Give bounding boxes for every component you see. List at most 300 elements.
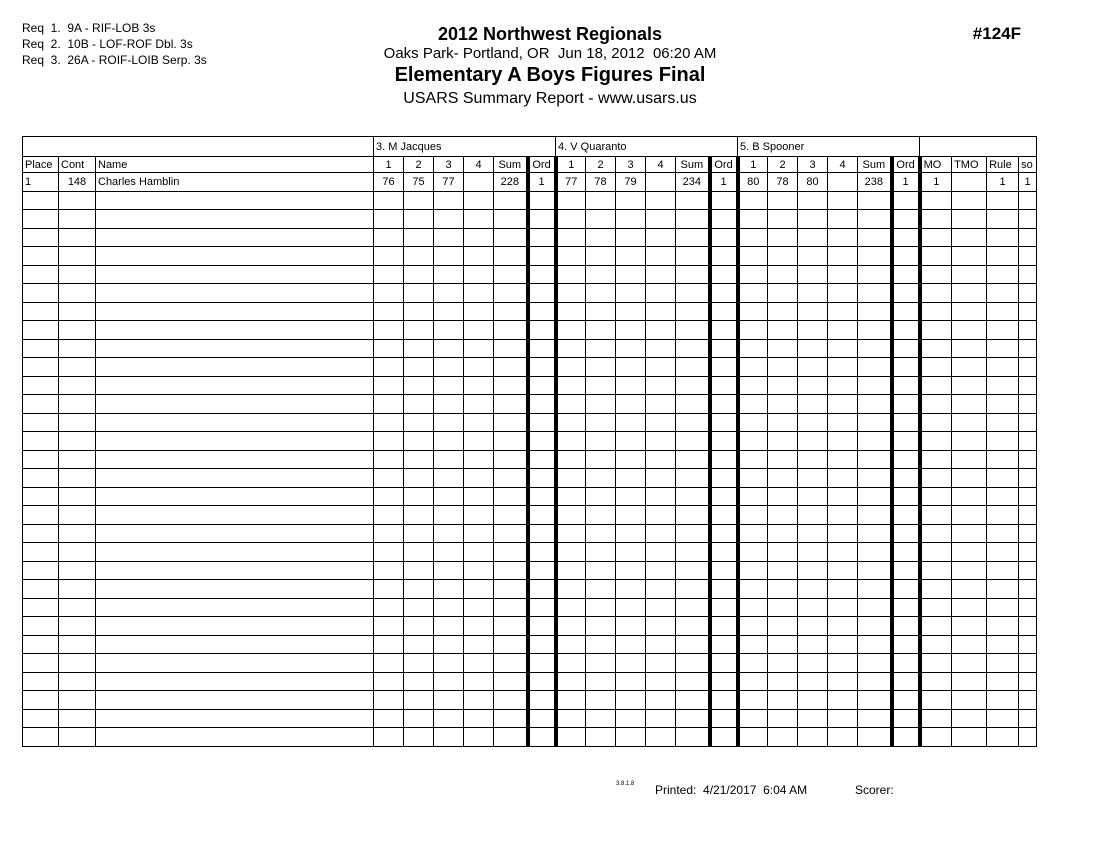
ord-cell-judge1	[528, 598, 556, 617]
tmo-cell	[952, 469, 987, 488]
score-cell-judge2-4	[646, 358, 676, 377]
score-cell-judge3-3	[798, 709, 828, 728]
score-cell-judge1-3	[434, 413, 464, 432]
score-cell-judge3-4	[828, 339, 858, 358]
sum-cell-judge1	[494, 580, 528, 599]
sum-cell-judge2	[676, 635, 710, 654]
mo-cell	[920, 487, 952, 506]
sum-cell-judge3	[858, 265, 892, 284]
score-cell-judge2-2	[586, 672, 616, 691]
score-cell-judge2-2	[586, 395, 616, 414]
score-cell-judge2-3	[616, 691, 646, 710]
ord-cell-judge3	[892, 450, 920, 469]
score-cell-judge3-1	[738, 487, 768, 506]
column-header-judge2-2: 2	[586, 157, 616, 173]
score-cell-judge1-1	[374, 709, 404, 728]
cont-cell	[59, 487, 96, 506]
score-cell-judge2-4	[646, 635, 676, 654]
empty-row	[23, 617, 1037, 636]
score-cell-judge3-1	[738, 561, 768, 580]
rule-cell	[987, 654, 1019, 673]
score-cell-judge3-3	[798, 432, 828, 451]
ord-cell-judge3	[892, 413, 920, 432]
mo-cell	[920, 210, 952, 229]
score-cell-judge2-4	[646, 191, 676, 210]
sum-cell-judge2	[676, 543, 710, 562]
name-cell	[96, 191, 374, 210]
score-cell-judge1-4	[464, 450, 494, 469]
column-header-tmo: TMO	[952, 157, 987, 173]
cont-cell	[59, 210, 96, 229]
rule-cell	[987, 672, 1019, 691]
tmo-cell	[952, 524, 987, 543]
score-cell-judge1-2	[404, 487, 434, 506]
score-cell-judge2-1	[556, 672, 586, 691]
ord-cell-judge1	[528, 672, 556, 691]
column-header-cont: Cont	[59, 157, 96, 173]
score-cell-judge1-1	[374, 469, 404, 488]
score-cell-judge1-3	[434, 469, 464, 488]
score-cell-judge1-1	[374, 228, 404, 247]
tmo-cell	[952, 672, 987, 691]
so-cell	[1019, 284, 1037, 303]
score-cell-judge1-4	[464, 691, 494, 710]
so-cell	[1019, 561, 1037, 580]
sum-cell-judge3	[858, 450, 892, 469]
sum-cell-judge1	[494, 672, 528, 691]
sum-cell-judge2	[676, 376, 710, 395]
score-cell-judge3-3	[798, 617, 828, 636]
rule-cell	[987, 728, 1019, 747]
mo-cell	[920, 284, 952, 303]
score-cell-judge1-2	[404, 561, 434, 580]
score-cell-judge2-2	[586, 358, 616, 377]
score-cell-judge3-4	[828, 728, 858, 747]
so-cell	[1019, 543, 1037, 562]
sum-cell-judge1	[494, 284, 528, 303]
mo-cell	[920, 376, 952, 395]
ord-cell-judge2	[710, 543, 738, 562]
ord-cell-judge2	[710, 524, 738, 543]
score-cell-judge3-3	[798, 543, 828, 562]
tmo-cell	[952, 580, 987, 599]
score-cell-judge1-1	[374, 487, 404, 506]
score-cell-judge3-2	[768, 228, 798, 247]
score-cell-judge1-2	[404, 654, 434, 673]
ord-cell-judge1: 1	[528, 173, 556, 192]
name-cell	[96, 376, 374, 395]
score-cell-judge2-4	[646, 173, 676, 192]
empty-row	[23, 210, 1037, 229]
cont-cell	[59, 321, 96, 340]
sum-cell-judge1	[494, 302, 528, 321]
place-cell	[23, 339, 59, 358]
score-cell-judge3-1	[738, 321, 768, 340]
ord-cell-judge1	[528, 524, 556, 543]
score-cell-judge3-3: 80	[798, 173, 828, 192]
tmo-cell	[952, 321, 987, 340]
score-cell-judge1-1	[374, 450, 404, 469]
score-cell-judge2-3	[616, 284, 646, 303]
score-cell-judge2-3	[616, 672, 646, 691]
ord-cell-judge3	[892, 561, 920, 580]
ord-cell-judge3	[892, 191, 920, 210]
score-cell-judge1-4	[464, 561, 494, 580]
score-cell-judge3-2	[768, 617, 798, 636]
score-cell-judge3-3	[798, 635, 828, 654]
score-cell-judge2-4	[646, 284, 676, 303]
so-cell	[1019, 395, 1037, 414]
score-cell-judge3-4	[828, 709, 858, 728]
rule-cell	[987, 450, 1019, 469]
score-cell-judge1-3	[434, 691, 464, 710]
empty-row	[23, 635, 1037, 654]
empty-row	[23, 487, 1037, 506]
ord-cell-judge1	[528, 210, 556, 229]
mo-cell	[920, 432, 952, 451]
score-cell-judge2-2	[586, 469, 616, 488]
sum-cell-judge2	[676, 358, 710, 377]
cont-cell	[59, 413, 96, 432]
score-cell-judge2-2	[586, 654, 616, 673]
score-cell-judge1-3	[434, 376, 464, 395]
ord-cell-judge2	[710, 413, 738, 432]
rule-cell	[987, 358, 1019, 377]
so-cell	[1019, 506, 1037, 525]
score-cell-judge3-2	[768, 672, 798, 691]
cont-cell	[59, 358, 96, 377]
score-cell-judge3-4	[828, 191, 858, 210]
score-cell-judge1-4	[464, 302, 494, 321]
place-cell	[23, 191, 59, 210]
score-cell-judge3-3	[798, 728, 828, 747]
sum-cell-judge1	[494, 506, 528, 525]
column-header-judge1-4: 4	[464, 157, 494, 173]
score-cell-judge2-1	[556, 654, 586, 673]
cont-cell	[59, 247, 96, 266]
rule-cell	[987, 228, 1019, 247]
cont-cell	[59, 654, 96, 673]
place-cell	[23, 580, 59, 599]
ord-cell-judge1	[528, 432, 556, 451]
sum-cell-judge2	[676, 450, 710, 469]
competition-title: 2012 Northwest Regionals	[437, 24, 663, 44]
sum-cell-judge3	[858, 191, 892, 210]
score-cell-judge3-4	[828, 432, 858, 451]
sum-cell-judge2	[676, 709, 710, 728]
empty-row	[23, 450, 1037, 469]
score-cell-judge2-3	[616, 395, 646, 414]
place-cell	[23, 358, 59, 377]
sum-cell-judge3	[858, 561, 892, 580]
place-cell	[23, 524, 59, 543]
sum-cell-judge2	[676, 617, 710, 636]
score-cell-judge3-3	[798, 691, 828, 710]
score-cell-judge3-3	[798, 450, 828, 469]
column-header-row	[23, 157, 1037, 173]
mo-cell	[920, 635, 952, 654]
sum-cell-judge3	[858, 580, 892, 599]
score-cell-judge1-1	[374, 635, 404, 654]
place-cell	[23, 672, 59, 691]
score-cell-judge3-2	[768, 339, 798, 358]
score-cell-judge1-1	[374, 524, 404, 543]
cont-cell	[59, 617, 96, 636]
score-cell-judge2-2	[586, 543, 616, 562]
place-cell	[23, 543, 59, 562]
score-cell-judge3-2	[768, 469, 798, 488]
empty-row	[23, 191, 1037, 210]
sum-cell-judge3	[858, 691, 892, 710]
ord-cell-judge2	[710, 302, 738, 321]
score-cell-judge2-3	[616, 321, 646, 340]
tmo-cell	[952, 228, 987, 247]
score-cell-judge2-4	[646, 321, 676, 340]
score-cell-judge2-4	[646, 265, 676, 284]
so-cell	[1019, 728, 1037, 747]
score-cell-judge3-2	[768, 413, 798, 432]
empty-row	[23, 358, 1037, 377]
name-cell	[96, 210, 374, 229]
mo-cell	[920, 524, 952, 543]
ord-cell-judge3	[892, 321, 920, 340]
score-cell-judge3-1	[738, 395, 768, 414]
score-cell-judge1-2	[404, 358, 434, 377]
ord-cell-judge2	[710, 672, 738, 691]
ord-cell-judge2	[710, 635, 738, 654]
score-cell-judge2-3	[616, 635, 646, 654]
column-header-judge2-3: 3	[616, 157, 646, 173]
score-cell-judge3-1	[738, 580, 768, 599]
so-cell	[1019, 247, 1037, 266]
sum-cell-judge1	[494, 191, 528, 210]
score-cell-judge2-1	[556, 191, 586, 210]
ord-cell-judge3	[892, 487, 920, 506]
ord-cell-judge2	[710, 580, 738, 599]
name-cell	[96, 580, 374, 599]
score-cell-judge3-1	[738, 432, 768, 451]
score-cell-judge2-2	[586, 191, 616, 210]
judge-name-header: 4. V Quaranto	[556, 137, 738, 157]
sum-cell-judge2	[676, 691, 710, 710]
score-cell-judge2-4	[646, 617, 676, 636]
sum-cell-judge3	[858, 672, 892, 691]
score-cell-judge2-1	[556, 487, 586, 506]
score-cell-judge2-3	[616, 580, 646, 599]
score-cell-judge2-1	[556, 358, 586, 377]
ord-cell-judge3	[892, 358, 920, 377]
column-header-judge3-ord: Ord	[892, 157, 920, 173]
judge-row-spacer-right	[920, 137, 1037, 157]
score-cell-judge1-4	[464, 432, 494, 451]
so-cell	[1019, 672, 1037, 691]
rule-cell	[987, 487, 1019, 506]
name-cell: Charles Hamblin	[96, 173, 374, 192]
sum-cell-judge1	[494, 432, 528, 451]
score-cell-judge2-2	[586, 302, 616, 321]
score-cell-judge3-2	[768, 376, 798, 395]
score-cell-judge2-3	[616, 524, 646, 543]
rule-cell	[987, 598, 1019, 617]
score-cell-judge1-2	[404, 469, 434, 488]
empty-row	[23, 469, 1037, 488]
column-header-rule: Rule	[987, 157, 1019, 173]
score-cell-judge1-1	[374, 728, 404, 747]
so-cell	[1019, 376, 1037, 395]
score-cell-judge1-2	[404, 321, 434, 340]
score-cell-judge3-4	[828, 598, 858, 617]
score-cell-judge1-2	[404, 284, 434, 303]
score-cell-judge2-3	[616, 191, 646, 210]
score-cell-judge2-3	[616, 487, 646, 506]
cont-cell	[59, 302, 96, 321]
score-cell-judge2-1	[556, 247, 586, 266]
sum-cell-judge2	[676, 469, 710, 488]
sum-cell-judge1	[494, 228, 528, 247]
score-cell-judge1-3	[434, 321, 464, 340]
rule-cell	[987, 635, 1019, 654]
ord-cell-judge1	[528, 635, 556, 654]
score-cell-judge3-4	[828, 265, 858, 284]
tmo-cell	[952, 265, 987, 284]
printed-timestamp	[655, 783, 807, 797]
sum-cell-judge3	[858, 247, 892, 266]
score-cell-judge2-4	[646, 247, 676, 266]
event-title: Elementary A Boys Figures Final	[394, 64, 706, 86]
score-cell-judge1-3	[434, 358, 464, 377]
sum-cell-judge2	[676, 395, 710, 414]
score-cell-judge3-2	[768, 395, 798, 414]
cont-cell	[59, 709, 96, 728]
empty-row	[23, 376, 1037, 395]
tmo-cell	[952, 635, 987, 654]
sum-cell-judge2	[676, 598, 710, 617]
name-cell	[96, 654, 374, 673]
score-cell-judge2-1	[556, 524, 586, 543]
rule-cell	[987, 284, 1019, 303]
ord-cell-judge3	[892, 284, 920, 303]
score-cell-judge3-3	[798, 265, 828, 284]
score-cell-judge3-4	[828, 413, 858, 432]
mo-cell	[920, 691, 952, 710]
empty-row	[23, 339, 1037, 358]
mo-cell	[920, 654, 952, 673]
column-header-name: Name	[96, 157, 374, 173]
score-cell-judge2-2	[586, 691, 616, 710]
place-cell	[23, 469, 59, 488]
so-cell	[1019, 339, 1037, 358]
score-cell-judge1-2	[404, 672, 434, 691]
sum-cell-judge3	[858, 506, 892, 525]
column-header-judge1-2: 2	[404, 157, 434, 173]
score-cell-judge1-4	[464, 617, 494, 636]
footer	[0, 780, 1100, 800]
score-cell-judge2-3	[616, 413, 646, 432]
score-cell-judge1-3	[434, 284, 464, 303]
score-cell-judge1-2	[404, 413, 434, 432]
score-cell-judge1-4	[464, 173, 494, 192]
score-cell-judge2-1	[556, 469, 586, 488]
score-cell-judge1-1	[374, 265, 404, 284]
score-cell-judge1-1	[374, 210, 404, 229]
score-cell-judge1-1	[374, 284, 404, 303]
sum-cell-judge1	[494, 413, 528, 432]
tmo-cell	[952, 561, 987, 580]
score-cell-judge2-1	[556, 450, 586, 469]
sum-cell-judge2	[676, 580, 710, 599]
sum-cell-judge2	[676, 654, 710, 673]
rule-cell	[987, 302, 1019, 321]
score-cell-judge1-2	[404, 376, 434, 395]
score-cell-judge3-1	[738, 228, 768, 247]
ord-cell-judge1	[528, 228, 556, 247]
sum-cell-judge3	[858, 654, 892, 673]
cont-cell	[59, 469, 96, 488]
rule-cell	[987, 524, 1019, 543]
score-cell-judge3-4	[828, 228, 858, 247]
place-cell	[23, 265, 59, 284]
score-cell-judge1-1	[374, 413, 404, 432]
cont-cell	[59, 691, 96, 710]
score-cell-judge1-1	[374, 395, 404, 414]
sum-cell-judge2	[676, 506, 710, 525]
mo-cell	[920, 339, 952, 358]
name-cell	[96, 506, 374, 525]
score-cell-judge3-2: 78	[768, 173, 798, 192]
rule-cell	[987, 469, 1019, 488]
sum-cell-judge1	[494, 654, 528, 673]
score-cell-judge1-1	[374, 302, 404, 321]
score-cell-judge1-2	[404, 617, 434, 636]
score-cell-judge2-3	[616, 617, 646, 636]
score-cell-judge3-4	[828, 691, 858, 710]
rule-cell	[987, 561, 1019, 580]
ord-cell-judge1	[528, 691, 556, 710]
column-header-judge1-1: 1	[374, 157, 404, 173]
sum-cell-judge2	[676, 210, 710, 229]
score-cell-judge3-3	[798, 321, 828, 340]
score-cell-judge3-1	[738, 617, 768, 636]
sum-cell-judge1	[494, 561, 528, 580]
sum-cell-judge2	[676, 228, 710, 247]
sum-cell-judge2	[676, 672, 710, 691]
column-header-judge3-1: 1	[738, 157, 768, 173]
ord-cell-judge2	[710, 709, 738, 728]
score-cell-judge2-4	[646, 598, 676, 617]
so-cell	[1019, 654, 1037, 673]
column-header-judge3-4: 4	[828, 157, 858, 173]
column-header-judge1-ord: Ord	[528, 157, 556, 173]
judge-name-header: 3. M Jacques	[374, 137, 556, 157]
place-cell	[23, 247, 59, 266]
ord-cell-judge1	[528, 654, 556, 673]
score-cell-judge1-1	[374, 580, 404, 599]
empty-row	[23, 691, 1037, 710]
sum-cell-judge1	[494, 598, 528, 617]
ord-cell-judge3	[892, 265, 920, 284]
ord-cell-judge3	[892, 598, 920, 617]
printed-label: Printed:	[655, 783, 697, 797]
score-cell-judge2-3	[616, 247, 646, 266]
tmo-cell	[952, 395, 987, 414]
score-cell-judge1-1	[374, 506, 404, 525]
score-cell-judge2-3: 79	[616, 173, 646, 192]
cont-cell	[59, 432, 96, 451]
ord-cell-judge2	[710, 358, 738, 377]
cont-cell	[59, 672, 96, 691]
score-cell-judge2-4	[646, 672, 676, 691]
score-cell-judge2-3	[616, 265, 646, 284]
